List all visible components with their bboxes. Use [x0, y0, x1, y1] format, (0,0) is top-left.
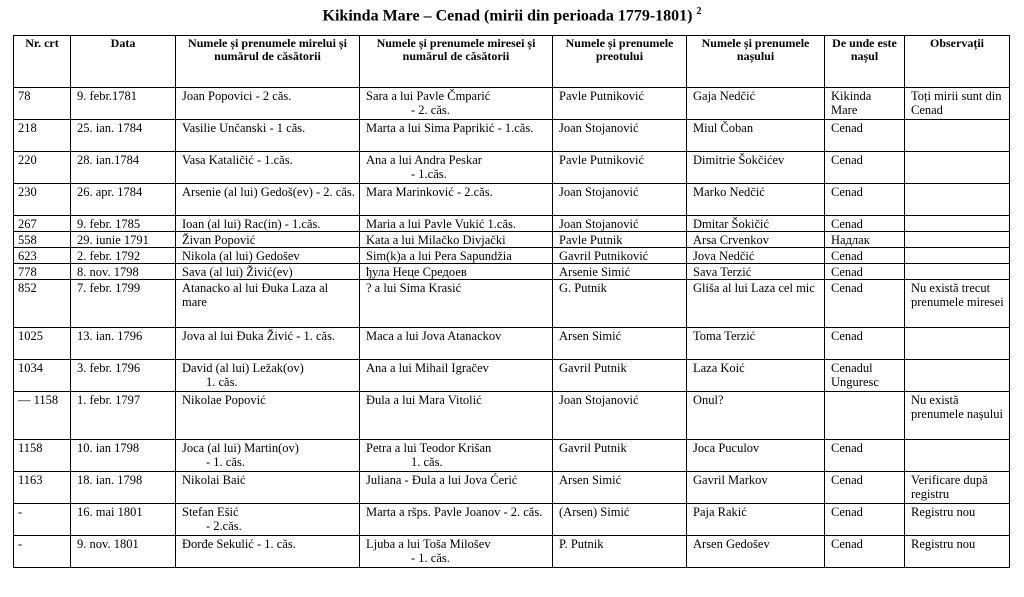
table-row	[14, 152, 1010, 184]
cell-observations: Nu există trecut prenumele miresei	[905, 280, 1010, 328]
cell-groom: Stefan Ešić - 2.căs.	[176, 504, 360, 536]
cell-date: 2. febr. 1792	[71, 248, 176, 264]
cell-groom: Vasilie Unčanski - 1 căs.	[176, 120, 360, 152]
cell-godfather-origin	[825, 392, 905, 440]
table-row	[14, 280, 1010, 328]
cell-bride: Sara a lui Pavle Čmparić - 2. căs.	[360, 88, 553, 120]
cell-nr: 230	[14, 184, 71, 216]
cell-priest: Joan Stojanović	[553, 216, 687, 232]
cell-date: 25. ian. 1784	[71, 120, 176, 152]
cell-nr: 78	[14, 88, 71, 120]
cell-observations	[905, 120, 1010, 152]
cell-godfather: Onul?	[687, 392, 825, 440]
cell-godfather: Arsen Gedošev	[687, 536, 825, 568]
header-obs: Observații	[905, 36, 1010, 88]
cell-date: 9. nov. 1801	[71, 536, 176, 568]
cell-nr: 558	[14, 232, 71, 248]
cell-priest: Pavle Putniković	[553, 152, 687, 184]
cell-priest: Joan Stojanović	[553, 120, 687, 152]
cell-groom: David (al lui) Ležak(ov) 1. căs.	[176, 360, 360, 392]
cell-observations: Registru nou	[905, 504, 1010, 536]
cell-godfather: Gavril Markov	[687, 472, 825, 504]
cell-date: 9. febr.1781	[71, 88, 176, 120]
cell-bride: Ana a lui Andra Peskar - 1.căs.	[360, 152, 553, 184]
cell-godfather-origin: Cenad	[825, 264, 905, 280]
cell-nr: — 1158	[14, 392, 71, 440]
table-row	[14, 264, 1010, 280]
cell-bride: Kata a lui Milačko Divjački	[360, 232, 553, 248]
cell-date: 10. ian 1798	[71, 440, 176, 472]
document-title: Kikinda Mare – Cenad (mirii din perioada 1779-1801) $^2$	[322, 6, 702, 25]
cell-bride: Juliana - Đula a lui Jova Ćerić	[360, 472, 553, 504]
cell-observations	[905, 152, 1010, 184]
cell-godfather-origin: Cenad	[825, 216, 905, 232]
header-unde: De unde este nașul	[825, 36, 905, 88]
cell-nr: -	[14, 504, 71, 536]
cell-priest: (Arsen) Simić	[553, 504, 687, 536]
cell-godfather: Sava Terzić	[687, 264, 825, 280]
cell-priest: Arsen Simić	[553, 472, 687, 504]
cell-date: 7. febr. 1799	[71, 280, 176, 328]
cell-observations	[905, 264, 1010, 280]
cell-bride: Marta a ršps. Pavle Joanov - 2. căs.	[360, 504, 553, 536]
cell-date: 13. ian. 1796	[71, 328, 176, 360]
table-row	[14, 360, 1010, 392]
cell-bride: Petra a lui Teodor Krišan 1. căs.	[360, 440, 553, 472]
table-row	[14, 536, 1010, 568]
cell-observations	[905, 184, 1010, 216]
cell-godfather: Marko Nedčić	[687, 184, 825, 216]
table-row	[14, 248, 1010, 264]
cell-priest: Joan Stojanović	[553, 392, 687, 440]
cell-godfather-origin: Cenad	[825, 536, 905, 568]
cell-nr: 852	[14, 280, 71, 328]
cell-godfather-origin: Cenadul Unguresc	[825, 360, 905, 392]
cell-godfather-origin: Cenad	[825, 328, 905, 360]
cell-bride: Maria a lui Pavle Vukić 1.căs.	[360, 216, 553, 232]
cell-nr: 1163	[14, 472, 71, 504]
cell-bride: Marta a lui Sima Paprikić - 1.căs.	[360, 120, 553, 152]
cell-observations: Verificare după registru	[905, 472, 1010, 504]
cell-nr: 623	[14, 248, 71, 264]
cell-groom: Nikolae Popović	[176, 392, 360, 440]
cell-priest: Pavle Putniković	[553, 88, 687, 120]
cell-nr: 218	[14, 120, 71, 152]
cell-groom: Joca (al lui) Martin(ov) - 1. căs.	[176, 440, 360, 472]
table-row	[14, 120, 1010, 152]
cell-bride: ? a lui Sima Krasić	[360, 280, 553, 328]
cell-date: 1. febr. 1797	[71, 392, 176, 440]
cell-date: 18. ian. 1798	[71, 472, 176, 504]
cell-priest: Pavle Putnik	[553, 232, 687, 248]
cell-observations	[905, 232, 1010, 248]
cell-groom: Jova al lui Đuka Živić - 1. căs.	[176, 328, 360, 360]
cell-godfather: Gaja Nedčić	[687, 88, 825, 120]
cell-priest: G. Putnik	[553, 280, 687, 328]
cell-godfather-origin: Cenad	[825, 472, 905, 504]
cell-godfather: Joca Puculov	[687, 440, 825, 472]
header-mireasa: Numele și prenumele miresei și numărul de căsătorii	[360, 36, 553, 88]
header-nr: Nr. crt	[14, 36, 71, 88]
cell-godfather-origin: Cenad	[825, 248, 905, 264]
cell-godfather: Toma Terzić	[687, 328, 825, 360]
cell-date: 16. mai 1801	[71, 504, 176, 536]
cell-observations: Registru nou	[905, 536, 1010, 568]
cell-godfather-origin: Cenad	[825, 152, 905, 184]
table-row	[14, 472, 1010, 504]
header-data: Data	[71, 36, 176, 88]
cell-bride: Ana a lui Mihail Igračev	[360, 360, 553, 392]
cell-observations	[905, 216, 1010, 232]
cell-priest: Arsenie Simić	[553, 264, 687, 280]
cell-nr: -	[14, 536, 71, 568]
cell-godfather-origin: Cenad	[825, 504, 905, 536]
cell-godfather-origin: Cenad	[825, 440, 905, 472]
cell-godfather: Gliša al lui Laza cel mic	[687, 280, 825, 328]
cell-priest: P. Putnik	[553, 536, 687, 568]
cell-bride: Mara Marinković - 2.căs.	[360, 184, 553, 216]
cell-groom: Đorđe Sekulić - 1. căs.	[176, 536, 360, 568]
cell-nr: 1158	[14, 440, 71, 472]
cell-nr: 220	[14, 152, 71, 184]
cell-observations	[905, 440, 1010, 472]
cell-date: 26. apr. 1784	[71, 184, 176, 216]
cell-priest: Arsen Simić	[553, 328, 687, 360]
table-row	[14, 440, 1010, 472]
cell-bride: Sim(k)a a lui Pera Sapundžia	[360, 248, 553, 264]
cell-priest: Gavril Putnik	[553, 440, 687, 472]
title-footnote: 2	[696, 6, 702, 17]
cell-priest: Joan Stojanović	[553, 184, 687, 216]
table-row	[14, 328, 1010, 360]
cell-godfather: Laza Koić	[687, 360, 825, 392]
cell-godfather: Jova Nedčić	[687, 248, 825, 264]
cell-godfather-origin: Cenad	[825, 184, 905, 216]
table-row	[14, 184, 1010, 216]
cell-priest: Gavril Putniković	[553, 248, 687, 264]
cell-date: 9. febr. 1785	[71, 216, 176, 232]
cell-nr: 778	[14, 264, 71, 280]
cell-groom: Ioan (al lui) Rac(in) - 1.căs.	[176, 216, 360, 232]
cell-observations: Toți mirii sunt din Cenad	[905, 88, 1010, 120]
cell-groom: Živan Popović	[176, 232, 360, 248]
cell-godfather: Dmitar Šokičić	[687, 216, 825, 232]
cell-date: 3. febr. 1796	[71, 360, 176, 392]
header-preot: Numele și prenumele preotului	[553, 36, 687, 88]
cell-godfather-origin: Cenad	[825, 280, 905, 328]
cell-groom: Nikola (al lui) Gedošev	[176, 248, 360, 264]
cell-bride: Đula a lui Mara Vitolić	[360, 392, 553, 440]
table-row	[14, 392, 1010, 440]
cell-groom: Sava (al lui) Živić(ev)	[176, 264, 360, 280]
cell-observations	[905, 328, 1010, 360]
cell-date: 8. nov. 1798	[71, 264, 176, 280]
header-nas: Numele și prenumele nașului	[687, 36, 825, 88]
cell-bride: Maca a lui Jova Atanackov	[360, 328, 553, 360]
cell-priest: Gavril Putnik	[553, 360, 687, 392]
cell-date: 29. iunie 1791	[71, 232, 176, 248]
cell-nr: 1034	[14, 360, 71, 392]
cell-date: 28. ian.1784	[71, 152, 176, 184]
cell-groom: Arsenie (al lui) Gedoš(ev) - 2. căs.	[176, 184, 360, 216]
table-row	[14, 88, 1010, 120]
cell-groom: Vasa Kataličić - 1.căs.	[176, 152, 360, 184]
header-mire: Numele și prenumele mirelui și numărul de căsătorii	[176, 36, 360, 88]
cell-godfather-origin: Надлак	[825, 232, 905, 248]
cell-godfather-origin: Kikinda Mare	[825, 88, 905, 120]
marriages-table	[13, 35, 1010, 568]
cell-bride: ђула Неце Средоев	[360, 264, 553, 280]
cell-groom: Joan Popovici - 2 căs.	[176, 88, 360, 120]
cell-observations	[905, 360, 1010, 392]
table-row	[14, 232, 1010, 248]
cell-groom: Nikolai Baić	[176, 472, 360, 504]
cell-godfather: Paja Rakić	[687, 504, 825, 536]
table-row	[14, 216, 1010, 232]
table-header-row	[14, 36, 1010, 88]
cell-godfather: Miul Čoban	[687, 120, 825, 152]
cell-godfather: Arsa Crvenkov	[687, 232, 825, 248]
table-row	[14, 504, 1010, 536]
cell-nr: 267	[14, 216, 71, 232]
cell-bride: Ljuba a lui Toša Milošev - 1. căs.	[360, 536, 553, 568]
cell-observations: Nu există prenumele nașului	[905, 392, 1010, 440]
cell-observations	[905, 248, 1010, 264]
cell-godfather-origin: Cenad	[825, 120, 905, 152]
cell-godfather: Dimitrie Šokčićev	[687, 152, 825, 184]
cell-groom: Atanacko al lui Đuka Laza al mare	[176, 280, 360, 328]
cell-nr: 1025	[14, 328, 71, 360]
